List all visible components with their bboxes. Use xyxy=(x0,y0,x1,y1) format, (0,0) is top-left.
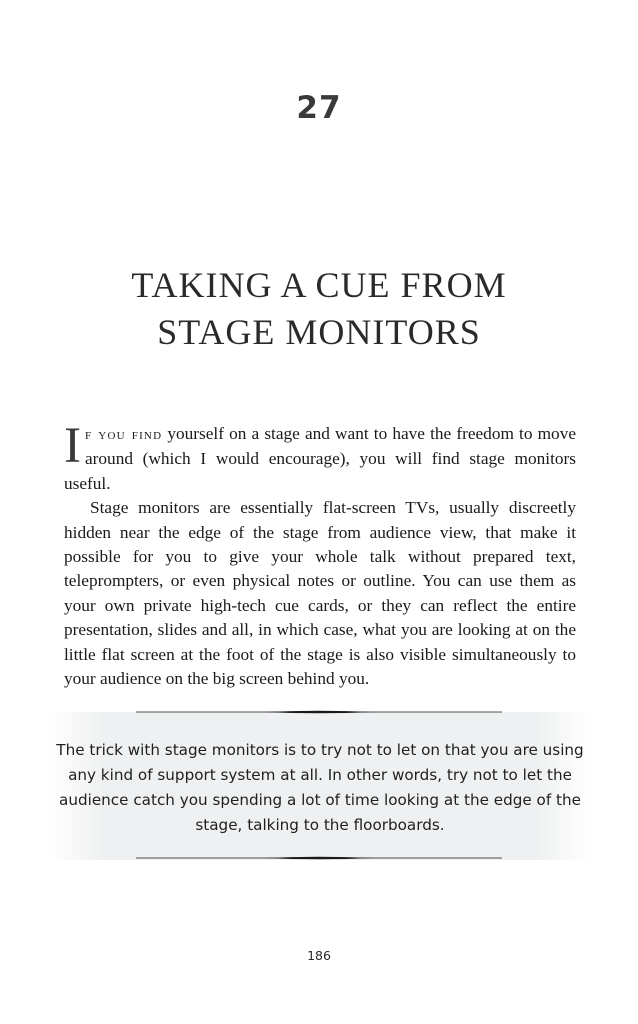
lead-in-smallcaps: f you find xyxy=(84,426,163,443)
body-text xyxy=(64,418,577,691)
chapter-title xyxy=(0,262,638,356)
paragraph-2: Stage monitors are essentially flat-screen TVs, usually discreetly hidden near the edge of the stage from audience view, that make it possible for you to give your whole talk without prepared text, teleprompters, or even physical notes or outline. You can use them as your own private high-tech cue cards, or they can reflect the entire presentation, slides and all, in which case, what you are looking at on the little flat screen at the foot of the stage is also visible simultaneously to your audience on the big screen behind you. xyxy=(64,498,576,689)
page-number: 186 xyxy=(307,948,331,963)
chapter-number: 27 xyxy=(296,90,342,126)
paragraph-1 xyxy=(64,418,577,496)
paragraph-1-text: yourself on a stage and want to have the freedom to move around (which I would encourage), you will find stage monitors useful. xyxy=(64,424,577,493)
drop-cap: I xyxy=(64,418,81,474)
pullquote-text: The trick with stage monitors is to try not to let on that you are using any kind of support system at all. In other words, try not to let the audience catch you spending a lot of time looking at the edge of the stage, talking to the floorboards. xyxy=(56,741,584,834)
chapter-title-line-1: TAKING A CUE FROM xyxy=(131,265,507,305)
pullquote-top-rule xyxy=(136,709,502,715)
pullquote-bottom-rule xyxy=(136,855,502,861)
chapter-title-line-2: STAGE MONITORS xyxy=(157,312,481,352)
